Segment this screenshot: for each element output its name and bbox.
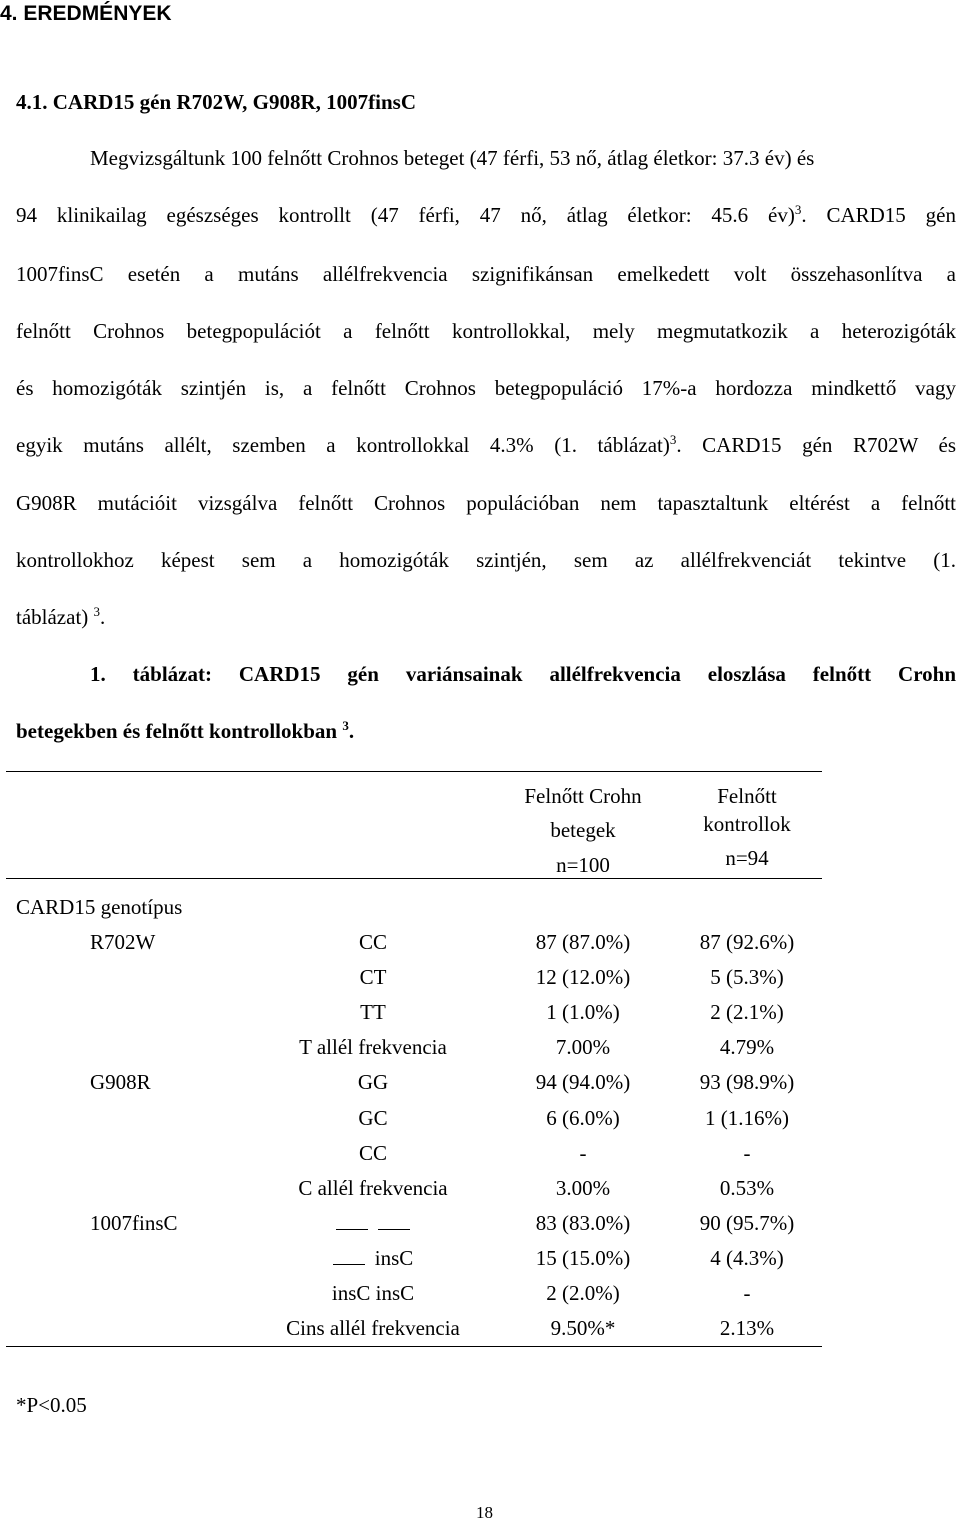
paragraph-text: 94 klinikailag egészséges kontrollt (47 férfi, 47 nő, átlag életkor: 45.6 év) xyxy=(16,203,795,227)
paragraph-text: . xyxy=(100,605,106,629)
table-header-rule xyxy=(6,878,822,879)
controls-cell: 93 (98.9%) xyxy=(699,1070,795,1094)
gene-cell: 1007finsC xyxy=(90,1211,178,1235)
patients-cell: 6 (6.0%) xyxy=(546,1106,620,1130)
paragraph-text: . CARD15 gén R702W és xyxy=(676,433,956,457)
table-bottom-rule xyxy=(6,1346,822,1347)
allele-dash xyxy=(378,1215,410,1230)
controls-cell: - xyxy=(743,1141,751,1165)
controls-cell: 4.79% xyxy=(719,1035,775,1059)
reference-superscript: 3 xyxy=(669,432,677,447)
patients-cell: 12 (12.0%) xyxy=(535,965,631,989)
paragraph-text: egyik mutáns allélt, szemben a kontrollokkal 4.3% (1. táblázat) xyxy=(16,433,670,457)
patients-cell: 7.00% xyxy=(555,1035,611,1059)
controls-cell: 4 (4.3%) xyxy=(710,1246,784,1270)
section-heading: 4. EREDMÉNYEK xyxy=(0,2,172,25)
paragraph-line-6 xyxy=(16,433,956,457)
column-header-patients: n=100 xyxy=(556,853,610,877)
controls-cell: 0.53% xyxy=(719,1176,775,1200)
paragraph-line-9 xyxy=(16,605,956,629)
controls-cell: 87 (92.6%) xyxy=(699,930,795,954)
paragraph-line-7: G908R mutációit vizsgálva felnőtt Crohnos populációban nem tapasztaltunk eltérést a felnőtt xyxy=(16,491,956,515)
controls-cell: 1 (1.16%) xyxy=(705,1106,789,1130)
patients-cell: 87 (87.0%) xyxy=(535,930,631,954)
paragraph-line-2 xyxy=(16,203,956,227)
column-header-patients: betegek xyxy=(550,818,616,842)
genotype-cell: CC xyxy=(358,1141,387,1165)
genotype-cell: insC insC xyxy=(331,1281,415,1305)
footnote: *P<0.05 xyxy=(16,1393,87,1417)
paragraph-line-5: és homozigóták szintjén is, a felnőtt Crohnos betegpopuláció 17%-a hordozza mindkettő vagy xyxy=(16,376,956,400)
patients-cell: 15 (15.0%) xyxy=(535,1246,631,1270)
paragraph-line-3: 1007finsC esetén a mutáns allélfrekvencia szignifikánsan emelkedett volt összehasonlítva a xyxy=(16,262,956,286)
column-header-controls: kontrollok xyxy=(703,812,791,836)
patients-cell: 9.50%* xyxy=(550,1316,616,1340)
genotype-cell: Cins allél frekvencia xyxy=(286,1316,460,1340)
gene-cell: G908R xyxy=(90,1070,151,1094)
paragraph-line-1: Megvizsgáltunk 100 felnőtt Crohnos beteget (47 férfi, 53 nő, átlag életkor: 37.3 év) és xyxy=(90,146,815,170)
table-caption-line-1: 1. táblázat: CARD15 gén variánsainak allélfrekvencia eloszlása felnőtt Crohn xyxy=(90,662,956,686)
patients-cell: - xyxy=(579,1141,587,1165)
controls-cell: - xyxy=(743,1281,751,1305)
gene-cell: R702W xyxy=(90,930,156,954)
allele-dash xyxy=(336,1215,368,1230)
genotype-cell: GG xyxy=(357,1070,389,1094)
genotype-cell: CC xyxy=(358,930,387,954)
subsection-heading: 4.1. CARD15 gén R702W, G908R, 1007finsC xyxy=(16,90,416,114)
genotype-text: insC xyxy=(374,1246,414,1270)
genotype-cell: GC xyxy=(358,1106,388,1130)
paragraph-text: . CARD15 gén xyxy=(801,203,956,227)
genotype-cell: T allél frekvencia xyxy=(299,1035,447,1059)
controls-cell: 2 (2.1%) xyxy=(710,1000,784,1024)
table-top-rule xyxy=(6,771,822,772)
controls-cell: 5 (5.3%) xyxy=(710,965,784,989)
patients-cell: 94 (94.0%) xyxy=(535,1070,631,1094)
caption-text: . xyxy=(348,719,355,743)
patients-cell: 83 (83.0%) xyxy=(535,1211,631,1235)
page-number: 18 xyxy=(476,1503,493,1522)
controls-cell: 90 (95.7%) xyxy=(699,1211,795,1235)
controls-cell: 2.13% xyxy=(719,1316,775,1340)
reference-superscript: 3 xyxy=(342,718,349,733)
column-header-controls: n=94 xyxy=(725,846,769,870)
paragraph-line-4: felnőtt Crohnos betegpopulációt a felnőtt kontrollokkal, mely megmutatkozik a heterozigóták xyxy=(16,319,956,343)
column-header-patients: Felnőtt Crohn xyxy=(524,784,642,808)
paragraph-text: táblázat) xyxy=(16,605,89,629)
patients-cell: 1 (1.0%) xyxy=(546,1000,620,1024)
reference-superscript: 3 xyxy=(794,202,802,217)
genotype-cell xyxy=(230,1211,516,1236)
paragraph-line-8: kontrollokhoz képest sem a homozigóták szintjén, sem az allélfrekvenciát tekintve (1. xyxy=(16,548,956,572)
column-header-controls: Felnőtt xyxy=(717,784,777,808)
genotype-cell: TT xyxy=(360,1000,386,1024)
patients-cell: 3.00% xyxy=(555,1176,611,1200)
table-caption-line-2 xyxy=(16,719,956,744)
genotype-cell xyxy=(230,1246,516,1271)
genotype-cell: CT xyxy=(359,965,387,989)
genotype-cell: C allél frekvencia xyxy=(298,1176,448,1200)
reference-superscript: 3 xyxy=(93,604,101,619)
patients-cell: 2 (2.0%) xyxy=(546,1281,620,1305)
allele-dash xyxy=(333,1250,365,1265)
table-group-label: CARD15 genotípus xyxy=(16,895,183,919)
caption-text: betegekben és felnőtt kontrollokban xyxy=(16,719,338,743)
